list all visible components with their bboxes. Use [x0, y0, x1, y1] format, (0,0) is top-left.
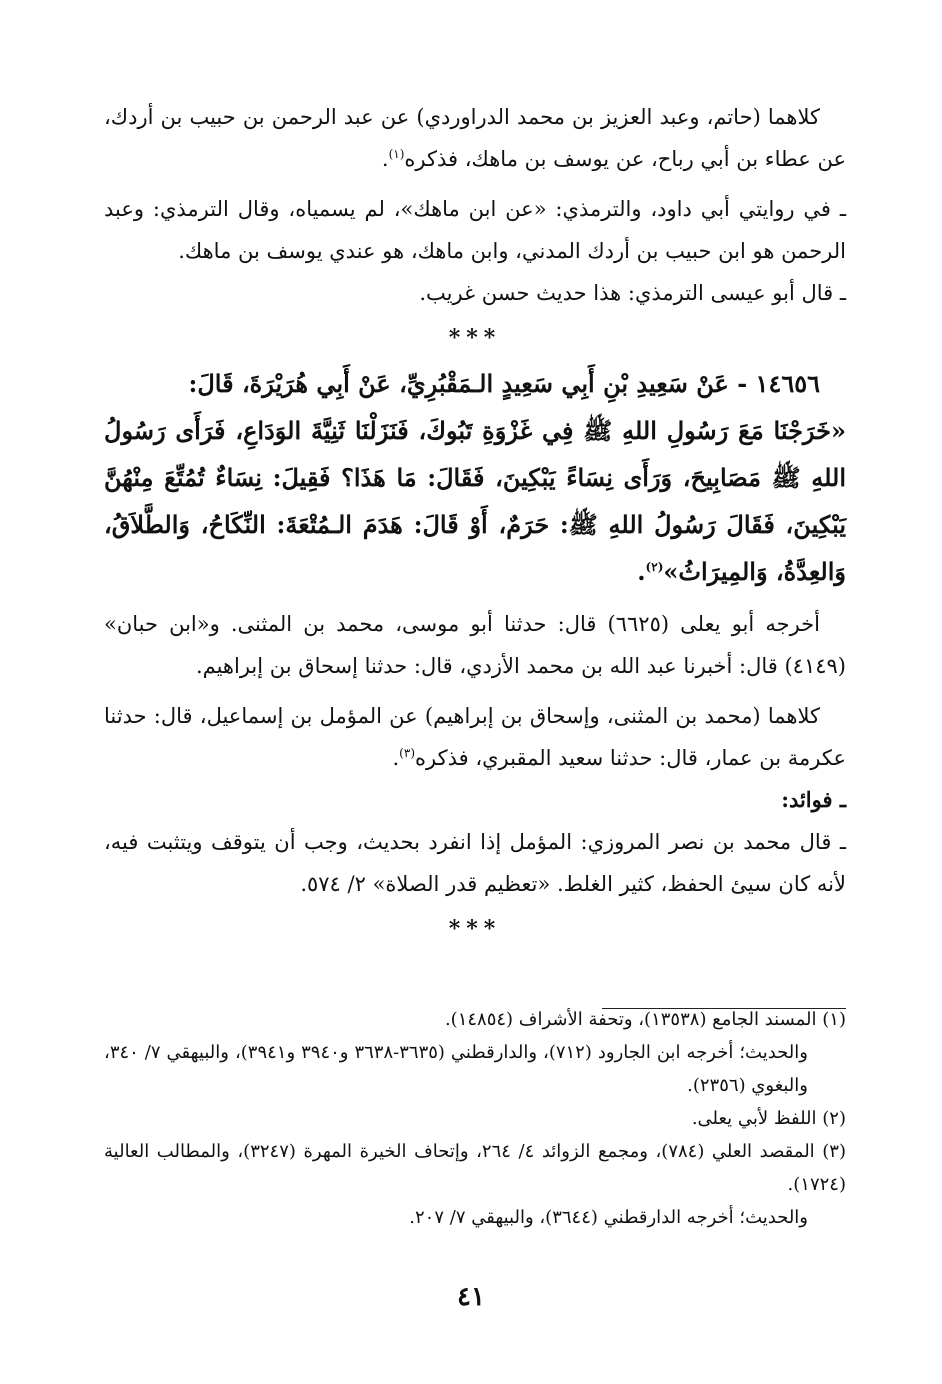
hadith-number: ١٤٦٥٦ - — [737, 369, 820, 398]
paragraph-marwazi: ـ قال محمد بن نصر المروزي: المؤمل إذا انفرد بحديث، وجب أن يتوقف ويتثبت فيه، لأنه كان سيئ الحفظ، كثير الغلط. «تعظيم قدر الصلاة» ٢/ ٥٧٤. — [104, 830, 846, 896]
section-separator-end: *** — [448, 916, 502, 942]
footnote-1-continuation: والحديث؛ أخرجه ابن الجارود (٧١٢)، والدارقطني (٣٦٣٥-٣٦٣٨ و٣٩٤٠ و٣٩٤١)، والبيهقي ٧/ ٣٤٠، والبغوي (٢٣٥٦). — [104, 1042, 808, 1096]
hadith-matn: «خَرَجْنَا مَعَ رَسُولِ اللهِ ﷺ فِي غَزْوَةِ تَبُوكَ، فَنَزَلْنَا ثَنِيَّةَ الوَدَاعِ، فَرَأَى رَسُولُ اللهِ ﷺ مَصَابِيحَ، وَرَأَى نِسَاءً يَبْكِينَ، فَقَالَ: مَا هَذَا؟ فَقِيلَ: نِسَاءٌ تُمُتِّعَ مِنْهُنَّ يَبْكِينَ، فَقَالَ رَسُولُ اللهِ ﷺ: حَرَمٌ، أَوْ قَالَ: هَدَمَ الـمُتْعَةَ: النِّكَاحُ، وَالطَّلاَقُ، وَالعِدَّةُ، وَالمِيرَاثُ» — [104, 416, 846, 586]
footnote-ref-3: (٣) — [399, 746, 415, 760]
footnote-3-continuation: والحديث؛ أخرجه الدارقطني (٣٦٤٤)، والبيهقي ٧/ ٢٠٧. — [409, 1207, 808, 1228]
paragraph-abu-dawud-tirmidhi: ـ في روايتي أبي داود، والترمذي: «عن ابن ماهك»، لم يسمياه، وقال الترمذي: وعبد الرحمن هو ابن حبيب بن أردك المدني، وابن ماهك، هو عندي يوسف بن ماهك. — [104, 197, 846, 263]
paragraph-tirmidhi-grading: ـ قال أبو عيسى الترمذي: هذا حديث حسن غريب. — [419, 281, 846, 305]
footnote-ref-1: (١) — [388, 147, 405, 161]
paragraph-text: كلاهما (حاتم، وعبد العزيز بن محمد الدراوردي) عن عبد الرحمن بن حبيب بن أردك، عن عطاء بن أبي رباح، عن يوسف بن ماهك، فذكره — [104, 105, 846, 171]
hadith-header — [104, 360, 846, 407]
paragraph-takhrij: أخرجه أبو يعلى (٦٦٢٥) قال: حدثنا أبو موسى، محمد بن المثنى. و«ابن حبان» (٤١٤٩) قال: أخبرنا عبد الله بن محمد الأزدي، قال: حدثنا إسحاق بن إبراهيم. — [104, 612, 846, 678]
hadith-text: «خَرَجْنَا مَعَ رَسُولِ اللهِ ﷺ فِي غَزْوَةِ تَبُوكَ، فَنَزَلْنَا ثَنِيَّةَ الوَدَاعِ، فَرَأَى رَسُولُ اللهِ ﷺ مَصَابِيحَ، وَرَأَى نِسَاءً يَبْكِينَ، فَقَالَ: مَا هَذَا؟ فَقِيلَ: نِسَاءٌ تُمُتِّعَ مِنْهُنَّ يَبْكِينَ، فَقَالَ رَسُولُ اللهِ ﷺ: حَرَمٌ، أَوْ قَالَ: هَدَمَ الـمُتْعَةَ: النِّكَاحُ، وَالطَّلاَقُ، وَالعِدَّةُ، وَالمِيرَاثُ»$^{(٢)}$. — [104, 416, 846, 586]
main-text — [104, 96, 846, 951]
paragraph-chain-of-narration: كلاهما (حاتم، وعبد العزيز بن محمد الدراوردي) عن عبد الرحمن بن حبيب بن أردك، عن عطاء بن أبي رباح، عن يوسف بن ماهك، فذكره$^{(١)}$. — [104, 105, 846, 171]
paragraph-text: كلاهما (محمد بن المثنى، وإسحاق بن إبراهيم) عن المؤمل بن إسماعيل، قال: حدثنا عكرمة بن عمار، قال: حدثنا سعيد المقبري، فذكره — [104, 704, 846, 770]
footnote-3: (٣) المقصد العلي (٧٨٤)، ومجمع الزوائد ٤/ ٢٦٤، وإتحاف الخيرة المهرة (٣٢٤٧)، والمطالب العالية (١٧٢٤). — [104, 1141, 846, 1195]
page-number: ٤١ — [457, 1282, 485, 1312]
footnote-1: (١) المسند الجامع (١٣٥٣٨)، وتحفة الأشراف (١٤٨٥٤). — [444, 1009, 846, 1030]
footnotes — [104, 1003, 846, 1234]
footnote-ref-2: (٢) — [645, 560, 664, 574]
section-separator: *** — [448, 325, 502, 351]
fawaid-heading: ـ فوائد: — [781, 787, 846, 812]
paragraph-both-narrators: كلاهما (محمد بن المثنى، وإسحاق بن إبراهيم) عن المؤمل بن إسماعيل، قال: حدثنا عكرمة بن عمار، قال: حدثنا سعيد المقبري، فذكره$^{(٣)}$. — [104, 704, 846, 770]
footnote-2: (٢) اللفظ لأبي يعلى. — [691, 1108, 846, 1129]
hadith-isnad: عَنْ سَعِيدِ بْنِ أَبِي سَعِيدٍ الـمَقْبُرِيِّ، عَنْ أَبِي هُرَيْرَةَ، قَالَ: — [188, 369, 729, 398]
